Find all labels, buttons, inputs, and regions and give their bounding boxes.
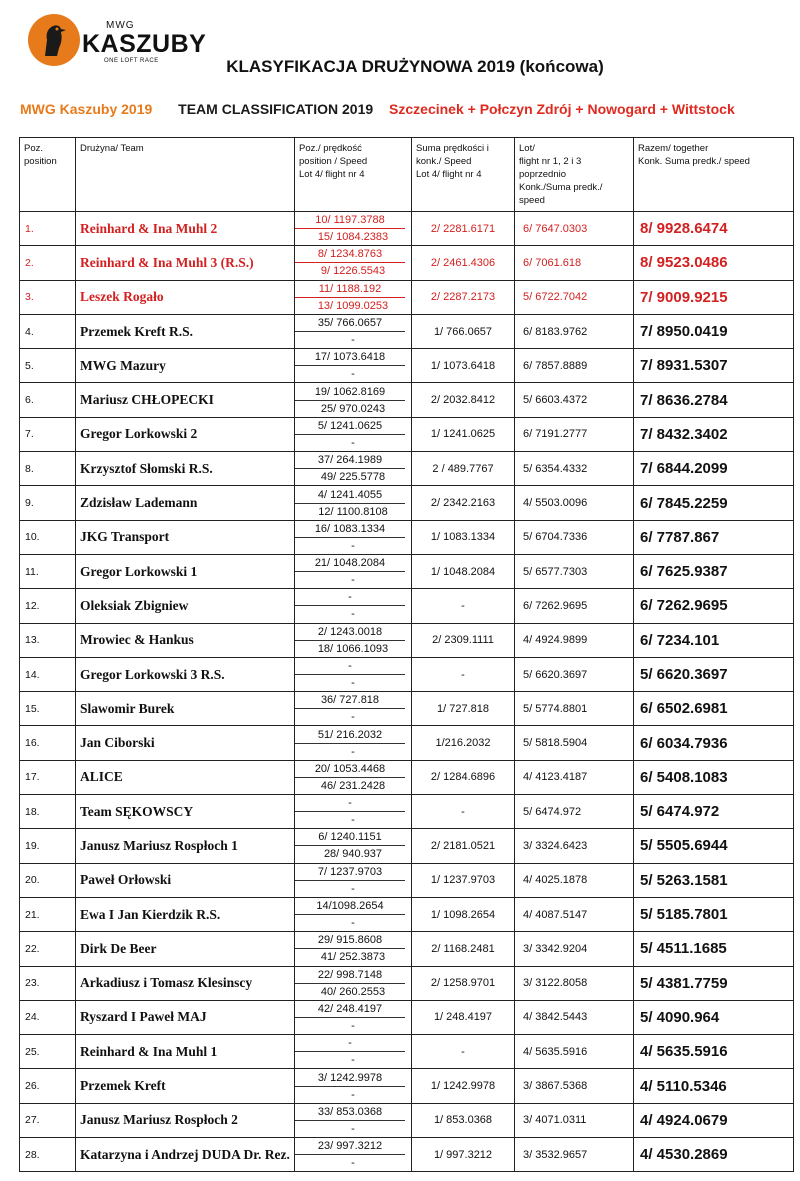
speed-cell xyxy=(295,1069,412,1103)
table-row xyxy=(20,897,794,931)
speed-first: 3/ 1242.9978 xyxy=(295,1070,405,1087)
team-cell: Paweł Orłowski xyxy=(76,863,295,897)
lot-cell: 4/ 3842.5443 xyxy=(515,1000,634,1034)
total-cell: 5/ 4381.7759 xyxy=(634,966,794,1000)
speed-first: - xyxy=(295,658,405,675)
total-cell: 4/ 5110.5346 xyxy=(634,1069,794,1103)
speed-first: 4/ 1241.4055 xyxy=(295,487,405,504)
speed-second: - xyxy=(351,882,355,895)
speed-second: - xyxy=(351,1122,355,1135)
speed-first: 42/ 248.4197 xyxy=(295,1001,405,1018)
team-cell: Mrowiec & Hankus xyxy=(76,623,295,657)
sum-cell: 2/ 1168.2481 xyxy=(412,932,515,966)
table-row xyxy=(20,314,794,348)
sum-cell: 2/ 2461.4306 xyxy=(412,246,515,280)
lot-cell: 3/ 3342.9204 xyxy=(515,932,634,966)
header-lot: Lot/ flight nr 1, 2 i 3 poprzednio Konk./Suma predk./ speed xyxy=(515,138,634,212)
lot-cell: 5/ 5818.5904 xyxy=(515,726,634,760)
speed-first: 8/ 1234.8763 xyxy=(295,246,405,263)
total-cell: 5/ 5263.1581 xyxy=(634,863,794,897)
speed-first: 7/ 1237.9703 xyxy=(295,864,405,881)
sum-cell: 2/ 2309.1111 xyxy=(412,623,515,657)
position-cell: 2. xyxy=(20,246,76,280)
speed-second: - xyxy=(351,1019,355,1032)
classification-table xyxy=(19,137,794,1172)
speed-second: - xyxy=(351,608,355,621)
speed-cell xyxy=(295,349,412,383)
position-cell: 1. xyxy=(20,212,76,246)
subtitle-classification: TEAM CLASSIFICATION 2019 xyxy=(178,101,374,117)
table-row xyxy=(20,829,794,863)
total-cell: 4/ 4530.2869 xyxy=(634,1138,794,1172)
position-cell: 25. xyxy=(20,1035,76,1069)
speed-first: 37/ 264.1989 xyxy=(295,452,405,469)
logo-line1: MWG xyxy=(106,20,135,31)
position-cell: 4. xyxy=(20,314,76,348)
team-cell: Jan Ciborski xyxy=(76,726,295,760)
table-row xyxy=(20,623,794,657)
position-cell: 19. xyxy=(20,829,76,863)
team-cell: Ryszard I Paweł MAJ xyxy=(76,1000,295,1034)
position-cell: 28. xyxy=(20,1138,76,1172)
total-cell: 5/ 4090.964 xyxy=(634,1000,794,1034)
speed-cell xyxy=(295,1000,412,1034)
lot-cell: 3/ 3122.8058 xyxy=(515,966,634,1000)
total-cell: 5/ 5185.7801 xyxy=(634,897,794,931)
position-cell: 22. xyxy=(20,932,76,966)
speed-first: 35/ 766.0657 xyxy=(295,315,405,332)
speed-first: 5/ 1241.0625 xyxy=(295,418,405,435)
team-cell: Ewa I Jan Kierdzik R.S. xyxy=(76,897,295,931)
team-cell: Mariusz CHŁOPECKI xyxy=(76,383,295,417)
position-cell: 10. xyxy=(20,520,76,554)
speed-first: 29/ 915.8608 xyxy=(295,932,405,949)
position-cell: 27. xyxy=(20,1103,76,1137)
speed-second: - xyxy=(351,1054,355,1067)
sum-cell: 1/ 1048.2084 xyxy=(412,554,515,588)
lot-cell: 4/ 5503.0096 xyxy=(515,486,634,520)
speed-second: 15/ 1084.2383 xyxy=(317,231,389,244)
speed-second: 46/ 231.2428 xyxy=(320,779,386,792)
team-cell: Zdzisław Lademann xyxy=(76,486,295,520)
table-row xyxy=(20,657,794,691)
table-row xyxy=(20,554,794,588)
subtitle-races: Szczecinek + Połczyn Zdrój + Nowogard + Wittstock xyxy=(389,101,735,117)
table-row xyxy=(20,1035,794,1069)
speed-second: - xyxy=(351,368,355,381)
table-row xyxy=(20,863,794,897)
lot-cell: 6/ 7857.8889 xyxy=(515,349,634,383)
sum-cell: 2/ 2181.0521 xyxy=(412,829,515,863)
speed-second: 12/ 1100.8108 xyxy=(318,505,388,518)
team-cell: Dirk De Beer xyxy=(76,932,295,966)
total-cell: 7/ 8636.2784 xyxy=(634,383,794,417)
sum-cell: 2/ 1284.6896 xyxy=(412,760,515,794)
lot-cell: 5/ 5774.8801 xyxy=(515,692,634,726)
position-cell: 15. xyxy=(20,692,76,726)
lot-cell: 4/ 4924.9899 xyxy=(515,623,634,657)
speed-cell xyxy=(295,692,412,726)
logo-line3: ONE LOFT RACE xyxy=(104,58,159,64)
subtitle-event: MWG Kaszuby 2019 xyxy=(20,101,153,117)
team-cell: Gregor Lorkowski 1 xyxy=(76,554,295,588)
lot-cell: 3/ 3324.6423 xyxy=(515,829,634,863)
position-cell: 11. xyxy=(20,554,76,588)
speed-second: - xyxy=(351,574,355,587)
table-row xyxy=(20,1069,794,1103)
position-cell: 17. xyxy=(20,760,76,794)
page-title: KLASYFIKACJA DRUŻYNOWA 2019 (końcowa) xyxy=(226,57,604,76)
total-cell: 6/ 7262.9695 xyxy=(634,589,794,623)
position-cell: 20. xyxy=(20,863,76,897)
speed-first: 22/ 998.7148 xyxy=(295,967,405,984)
sum-cell: 2/ 2342.2163 xyxy=(412,486,515,520)
lot-cell: 5/ 6603.4372 xyxy=(515,383,634,417)
total-cell: 7/ 8950.0419 xyxy=(634,314,794,348)
total-cell: 6/ 7234.101 xyxy=(634,623,794,657)
total-cell: 5/ 6620.3697 xyxy=(634,657,794,691)
team-cell: Reinhard & Ina Muhl 2 xyxy=(76,212,295,246)
team-cell: Slawomir Burek xyxy=(76,692,295,726)
speed-cell xyxy=(295,932,412,966)
table-row xyxy=(20,589,794,623)
total-cell: 7/ 9009.9215 xyxy=(634,280,794,314)
total-cell: 6/ 6502.6981 xyxy=(634,692,794,726)
lot-cell: 6/ 7647.0303 xyxy=(515,212,634,246)
total-cell: 6/ 7625.9387 xyxy=(634,554,794,588)
position-cell: 18. xyxy=(20,795,76,829)
speed-second: - xyxy=(351,917,355,930)
table-row xyxy=(20,349,794,383)
position-cell: 3. xyxy=(20,280,76,314)
sum-cell: - xyxy=(412,657,515,691)
sum-cell: 1/216.2032 xyxy=(412,726,515,760)
speed-first: 16/ 1083.1334 xyxy=(295,521,405,538)
speed-first: 2/ 1243.0018 xyxy=(295,624,405,641)
speed-first: 19/ 1062.8169 xyxy=(295,384,405,401)
sum-cell: 1/ 1237.9703 xyxy=(412,863,515,897)
speed-second: - xyxy=(351,334,355,347)
team-cell: Reinhard & Ina Muhl 3 (R.S.) xyxy=(76,246,295,280)
lot-cell: 6/ 7061.618 xyxy=(515,246,634,280)
speed-first: 21/ 1048.2084 xyxy=(295,555,405,572)
position-cell: 12. xyxy=(20,589,76,623)
speed-second: 28/ 940.937 xyxy=(323,848,383,861)
table-row xyxy=(20,246,794,280)
speed-cell xyxy=(295,452,412,486)
total-cell: 6/ 5408.1083 xyxy=(634,760,794,794)
sum-cell: 1/ 1098.2654 xyxy=(412,897,515,931)
speed-cell xyxy=(295,795,412,829)
total-cell: 4/ 5635.5916 xyxy=(634,1035,794,1069)
team-cell: Reinhard & Ina Muhl 1 xyxy=(76,1035,295,1069)
total-cell: 5/ 6474.972 xyxy=(634,795,794,829)
speed-second: - xyxy=(351,677,355,689)
speed-cell xyxy=(295,314,412,348)
speed-second: 40/ 260.2553 xyxy=(320,985,386,998)
lot-cell: 6/ 7262.9695 xyxy=(515,589,634,623)
position-cell: 6. xyxy=(20,383,76,417)
total-cell: 8/ 9928.6474 xyxy=(634,212,794,246)
speed-second: 25/ 970.0243 xyxy=(320,402,386,415)
sum-cell: - xyxy=(412,795,515,829)
table-row xyxy=(20,795,794,829)
sum-cell: - xyxy=(412,589,515,623)
speed-first: - xyxy=(295,589,405,606)
total-cell: 8/ 9523.0486 xyxy=(634,246,794,280)
speed-cell xyxy=(295,383,412,417)
lot-cell: 4/ 4025.1878 xyxy=(515,863,634,897)
team-cell: MWG Mazury xyxy=(76,349,295,383)
speed-first: 51/ 216.2032 xyxy=(295,727,405,744)
position-cell: 14. xyxy=(20,657,76,691)
speed-first: 6/ 1240.1151 xyxy=(295,829,405,846)
team-cell: Przemek Kreft xyxy=(76,1069,295,1103)
lot-cell: 3/ 3532.9657 xyxy=(515,1138,634,1172)
speed-second: - xyxy=(351,539,355,552)
sum-cell: - xyxy=(412,1035,515,1069)
speed-cell xyxy=(295,726,412,760)
speed-second: - xyxy=(351,436,355,449)
lot-cell: 5/ 6577.7303 xyxy=(515,554,634,588)
lot-cell: 3/ 3867.5368 xyxy=(515,1069,634,1103)
team-cell: Przemek Kreft R.S. xyxy=(76,314,295,348)
lot-cell: 3/ 4071.0311 xyxy=(515,1103,634,1137)
speed-first: 33/ 853.0368 xyxy=(295,1104,405,1121)
speed-first: - xyxy=(295,1035,405,1052)
speed-cell xyxy=(295,520,412,554)
total-cell: 5/ 4511.1685 xyxy=(634,932,794,966)
lot-cell: 6/ 7191.2777 xyxy=(515,417,634,451)
lot-cell: 5/ 6474.972 xyxy=(515,795,634,829)
speed-second: - xyxy=(351,745,355,758)
table-row xyxy=(20,417,794,451)
lot-cell: 5/ 6620.3697 xyxy=(515,657,634,691)
table-row xyxy=(20,1000,794,1034)
table-row xyxy=(20,452,794,486)
team-cell: Leszek Rogało xyxy=(76,280,295,314)
table-row xyxy=(20,383,794,417)
position-cell: 23. xyxy=(20,966,76,1000)
sum-cell: 2/ 2032.8412 xyxy=(412,383,515,417)
speed-first: 20/ 1053.4468 xyxy=(295,761,405,778)
team-cell: Oleksiak Zbigniew xyxy=(76,589,295,623)
sum-cell: 1/ 1083.1334 xyxy=(412,520,515,554)
speed-cell xyxy=(295,1103,412,1137)
table-row xyxy=(20,1138,794,1172)
position-cell: 5. xyxy=(20,349,76,383)
sum-cell: 1/ 1073.6418 xyxy=(412,349,515,383)
header-sum: Suma prędkości i konk./ Speed Lot 4/ flight nr 4 xyxy=(412,138,515,212)
header-row xyxy=(20,138,794,212)
speed-first: - xyxy=(295,795,405,812)
speed-cell xyxy=(295,966,412,1000)
speed-cell xyxy=(295,657,412,691)
sum-cell: 1/ 997.3212 xyxy=(412,1138,515,1172)
speed-second: 13/ 1099.0253 xyxy=(317,299,389,312)
speed-cell xyxy=(295,589,412,623)
speed-cell xyxy=(295,417,412,451)
speed-second: - xyxy=(351,711,355,724)
table-row xyxy=(20,932,794,966)
total-cell: 4/ 4924.0679 xyxy=(634,1103,794,1137)
speed-second: - xyxy=(351,1088,355,1101)
sum-cell: 1/ 248.4197 xyxy=(412,1000,515,1034)
total-cell: 6/ 7845.2259 xyxy=(634,486,794,520)
speed-cell xyxy=(295,246,412,280)
lot-cell: 5/ 6704.7336 xyxy=(515,520,634,554)
speed-cell xyxy=(295,863,412,897)
total-cell: 7/ 8432.3402 xyxy=(634,417,794,451)
logo-line2: KASZUBY xyxy=(82,30,207,58)
table-row xyxy=(20,692,794,726)
position-cell: 13. xyxy=(20,623,76,657)
speed-second: - xyxy=(351,814,355,827)
speed-first: 17/ 1073.6418 xyxy=(295,349,405,366)
speed-first: 10/ 1197.3788 xyxy=(295,212,405,229)
total-cell: 7/ 6844.2099 xyxy=(634,452,794,486)
sum-cell: 1/ 727.818 xyxy=(412,692,515,726)
position-cell: 21. xyxy=(20,897,76,931)
sum-cell: 2 / 489.7767 xyxy=(412,452,515,486)
speed-first: 14/1098.2654 xyxy=(295,898,405,915)
team-cell: Gregor Lorkowski 3 R.S. xyxy=(76,657,295,691)
header-total: Razem/ together Konk. Suma predk./ speed xyxy=(634,138,794,212)
subtitle xyxy=(20,101,735,117)
speed-first: 11/ 1188.192 xyxy=(295,281,405,298)
speed-first: 36/ 727.818 xyxy=(295,692,405,709)
speed-second: 9/ 1226.5543 xyxy=(320,265,386,278)
team-cell: Gregor Lorkowski 2 xyxy=(76,417,295,451)
speed-cell xyxy=(295,1035,412,1069)
speed-cell xyxy=(295,212,412,246)
position-cell: 24. xyxy=(20,1000,76,1034)
speed-second: 49/ 225.5778 xyxy=(320,471,386,484)
table-row xyxy=(20,966,794,1000)
table-row xyxy=(20,212,794,246)
team-cell: ALICE xyxy=(76,760,295,794)
speed-cell xyxy=(295,760,412,794)
sum-cell: 1/ 853.0368 xyxy=(412,1103,515,1137)
position-cell: 7. xyxy=(20,417,76,451)
table-row xyxy=(20,1103,794,1137)
team-cell: JKG Transport xyxy=(76,520,295,554)
speed-cell xyxy=(295,623,412,657)
team-cell: Katarzyna i Andrzej DUDA Dr. Rez. xyxy=(76,1138,295,1172)
sum-cell: 2/ 2287.2173 xyxy=(412,280,515,314)
speed-first: 23/ 997.3212 xyxy=(295,1138,405,1155)
position-cell: 26. xyxy=(20,1069,76,1103)
total-cell: 6/ 7787.867 xyxy=(634,520,794,554)
lot-cell: 6/ 8183.9762 xyxy=(515,314,634,348)
lot-cell: 4/ 4123.4187 xyxy=(515,760,634,794)
lot-cell: 4/ 5635.5916 xyxy=(515,1035,634,1069)
team-cell: Janusz Mariusz Rospłoch 1 xyxy=(76,829,295,863)
position-cell: 9. xyxy=(20,486,76,520)
table-row xyxy=(20,486,794,520)
total-cell: 6/ 6034.7936 xyxy=(634,726,794,760)
team-cell: Team SĘKOWSCY xyxy=(76,795,295,829)
team-cell: Krzysztof Słomski R.S. xyxy=(76,452,295,486)
speed-second: - xyxy=(351,1157,355,1170)
sum-cell: 1/ 1242.9978 xyxy=(412,1069,515,1103)
table-row xyxy=(20,760,794,794)
team-cell: Arkadiusz i Tomasz Klesinscy xyxy=(76,966,295,1000)
lot-cell: 5/ 6722.7042 xyxy=(515,280,634,314)
speed-cell xyxy=(295,280,412,314)
speed-cell xyxy=(295,554,412,588)
sum-cell: 2/ 1258.9701 xyxy=(412,966,515,1000)
table-row xyxy=(20,280,794,314)
header-position: Poz. position xyxy=(20,138,76,212)
table-row xyxy=(20,520,794,554)
position-cell: 16. xyxy=(20,726,76,760)
speed-cell xyxy=(295,1138,412,1172)
position-cell: 8. xyxy=(20,452,76,486)
sum-cell: 1/ 1241.0625 xyxy=(412,417,515,451)
sum-cell: 2/ 2281.6171 xyxy=(412,212,515,246)
team-cell: Janusz Mariusz Rospłoch 2 xyxy=(76,1103,295,1137)
table-row xyxy=(20,726,794,760)
header-team: Drużyna/ Team xyxy=(76,138,295,212)
speed-cell xyxy=(295,486,412,520)
total-cell: 7/ 8931.5307 xyxy=(634,349,794,383)
sum-cell: 1/ 766.0657 xyxy=(412,314,515,348)
speed-second: 18/ 1066.1093 xyxy=(317,642,389,655)
speed-second: 41/ 252.3873 xyxy=(320,951,386,964)
lot-cell: 5/ 6354.4332 xyxy=(515,452,634,486)
lot-cell: 4/ 4087.5147 xyxy=(515,897,634,931)
speed-cell xyxy=(295,829,412,863)
speed-cell xyxy=(295,897,412,931)
header-speed: Poz./ prędkość position / Speed Lot 4/ flight nr 4 xyxy=(295,138,412,212)
total-cell: 5/ 5505.6944 xyxy=(634,829,794,863)
